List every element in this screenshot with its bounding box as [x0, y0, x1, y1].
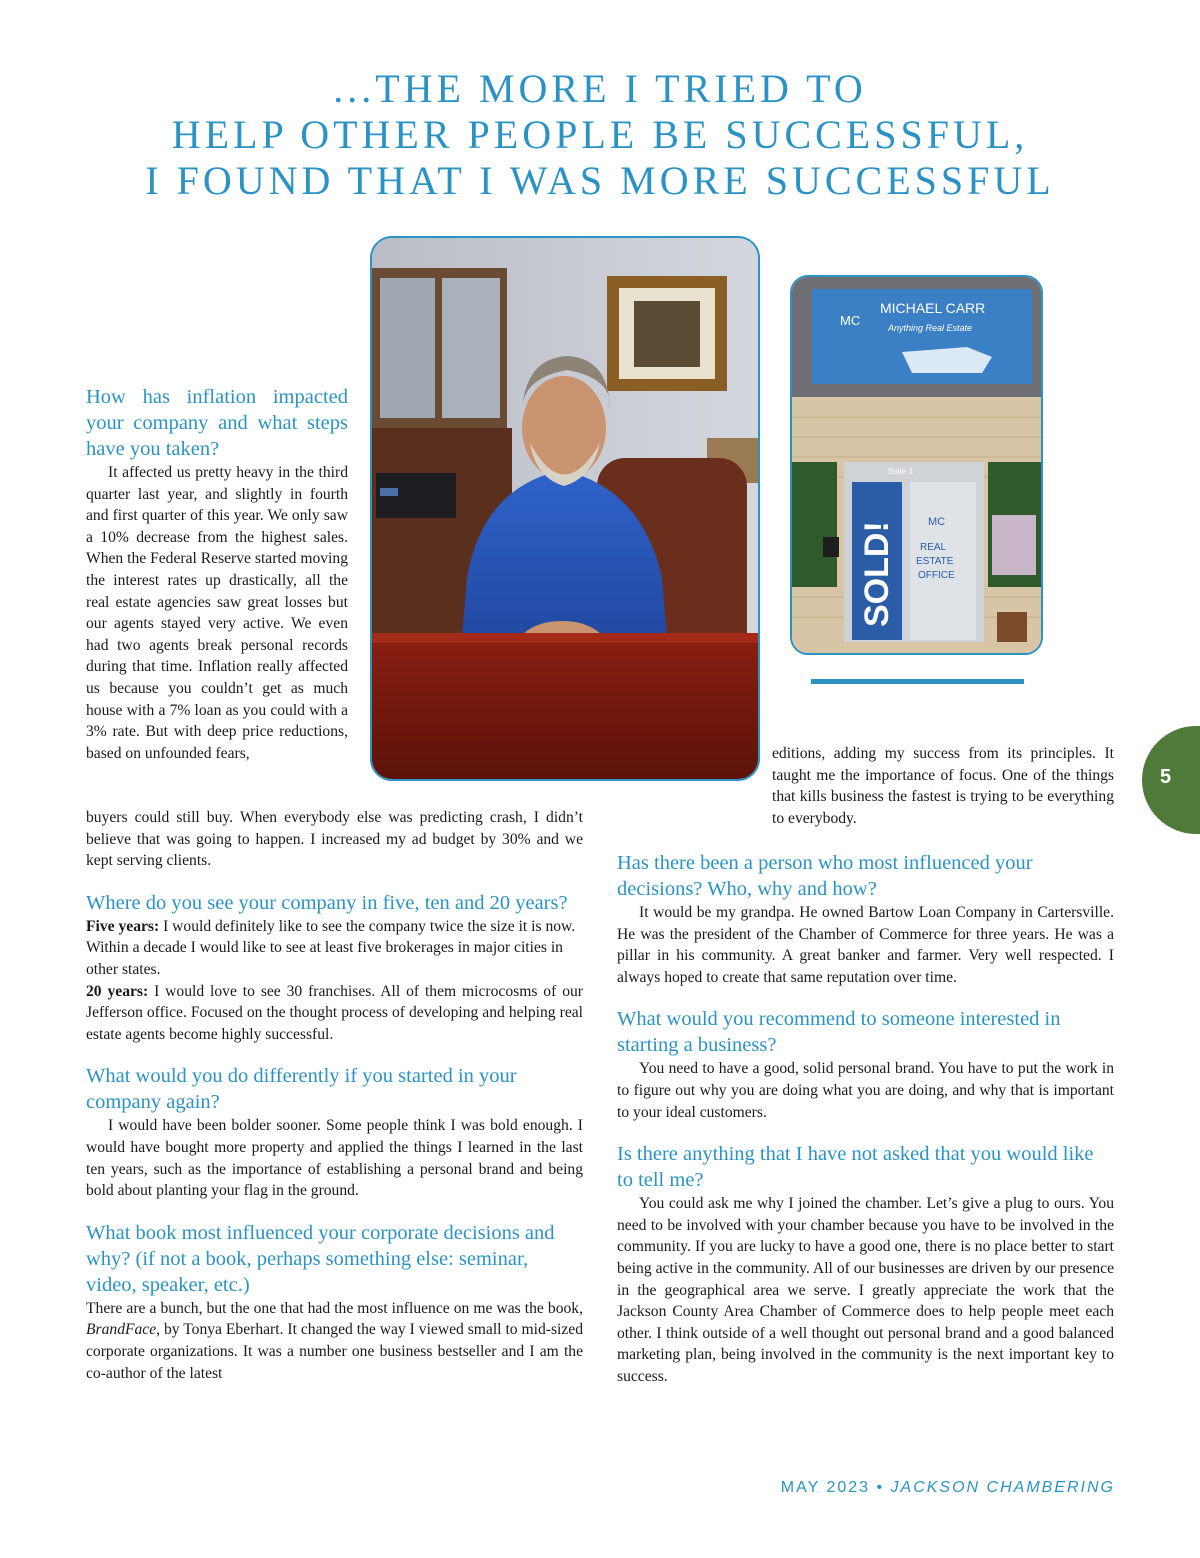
- door-text-3: OFFICE: [918, 570, 955, 581]
- question-anything: Is there anything that I have not asked that you would like to tell me?: [617, 1143, 1094, 1192]
- storefront-photo: [790, 275, 1043, 655]
- twenty-years-text: I would love to see 30 franchises. All of them microcosms of our Jefferson office. Focused on the thought process of developing and helping real estate agents become highly successful.: [86, 982, 583, 1043]
- headline-line-1: ...THE MORE I TRIED TO: [333, 66, 867, 111]
- portrait-photo: [370, 236, 760, 781]
- question-differently: What would you do differently if you started in your company again?: [86, 1065, 517, 1114]
- storefront-illustration: [792, 277, 1043, 655]
- book-continuation: [772, 743, 1114, 829]
- answer-book-pre: There are a bunch, but the one that had the most influence on me was the book,: [86, 1299, 583, 1317]
- answer-five-years: [86, 916, 583, 938]
- footer: [700, 1479, 1115, 1497]
- door-logo: MC: [928, 516, 946, 528]
- inflation-section: [86, 384, 348, 764]
- answer-recommend: You need to have a good, solid personal brand. You have to put the work in to figure out why you are doing what you are doing, and why that is important to your ideal customers.: [617, 1060, 1114, 1121]
- question-person: Has there been a person who most influenced your decisions? Who, why and how?: [617, 852, 1033, 900]
- answer-book-continued: editions, adding my success from its principles. It taught me the importance of focus. One of the things that kills business the fastest is trying to be everything to everybody.: [772, 745, 1114, 827]
- answer-person: It would be my grandpa. He owned Bartow Loan Company in Cartersville. He was the president of the Chamber of Commerce for three years. He was a pillar in his community. A great banker and farmer. Very well respected. I always hoped to create that same reputation over time.: [617, 904, 1114, 986]
- answer-inflation-part-1: It affected us pretty heavy in the third quarter last year, and slightly in fourth and first quarter of this year. We only saw a 10% decrease from the highest sales. When the Federal Reserve started moving the interest rates up drastically, all the real estate agencies saw great losses but our agents stayed very active. We even had two agents break personal records during that time. Inflation really affected us because you couldn’t get as much house with a 7% loan as you could with a 3% rate. But with deep price reductions, based on unfounded fears,: [86, 464, 348, 762]
- portrait-illustration: [372, 238, 760, 781]
- headline-line-2: HELP OTHER PEOPLE BE SUCCESSFUL,: [171, 112, 1029, 157]
- answer-differently: I would have been bolder sooner. Some people think I was bold enough. I would have bought more property and applied the things I learned in the last ten years, such as the importance of establishing a personal brand and being bold about planting your flag in the ground.: [86, 1117, 583, 1200]
- five-years-text: I would definitely like to see the company twice the size it is now.: [159, 917, 576, 935]
- answer-book-post: , by Tonya Eberhart. It changed the way I viewed small to mid-sized corporate organizations. It was a number one business bestseller and I am the co-author of the latest: [86, 1321, 583, 1382]
- twenty-years-label: 20 years:: [86, 982, 149, 1000]
- answer-twenty-years: [86, 981, 583, 1046]
- page-number: 5: [1160, 766, 1172, 788]
- question-inflation: How has inflation impacted your company and what steps have you taken?: [86, 386, 348, 460]
- headline: [0, 66, 1200, 204]
- answer-book: [86, 1298, 583, 1384]
- footer-date: MAY 2023 •: [780, 1479, 885, 1496]
- question-future: Where do you see your company in five, ten and 20 years?: [86, 891, 568, 914]
- answer-ten-years: Within a decade I would like to see at least five brokerages in major cities in other states.: [86, 939, 563, 978]
- sign-tagline: Anything Real Estate: [888, 323, 973, 333]
- sold-sign: SOLD!: [858, 521, 896, 627]
- sign-logo: MC: [840, 313, 861, 328]
- question-recommend: What would you recommend to someone interested in starting a business?: [617, 1008, 1061, 1057]
- right-column: [617, 850, 1114, 1388]
- book-title: BrandFace: [86, 1321, 157, 1339]
- accent-divider: [811, 679, 1024, 684]
- footer-magazine: JACKSON CHAMBERING: [890, 1479, 1115, 1496]
- five-years-label: Five years:: [86, 917, 160, 935]
- question-book: What book most influenced your corporate decisions and why? (if not a book, perhaps something else: seminar, video, speaker, etc.): [86, 1221, 555, 1296]
- left-column: [86, 807, 583, 1384]
- sign-name: MICHAEL CARR: [880, 300, 986, 316]
- answer-inflation-part-2: buyers could still buy. When everybody else was predicting crash, I didn’t believe that was going to happen. I increased my ad budget by 30% and we kept serving clients.: [86, 809, 583, 870]
- answer-anything: You could ask me why I joined the chamber. Let’s give a plug to ours. You need to be involved with your chamber because you have to be involved in the community. If you are lucky to have a good one, there is no place better to start being active in the community. All of our businesses are driven by our presence in the geographical area we serve. I greatly appreciate the work that the Jackson County Area Chamber of Commerce does to help people meet each other. I think outside of a well thought out personal brand and a good balanced marketing plan, being involved in the community is the next important key to success.: [617, 1195, 1114, 1385]
- door-text-2: ESTATE: [916, 556, 954, 567]
- suite-label: Suite 1: [888, 467, 913, 476]
- door-text-1: REAL: [920, 542, 947, 553]
- headline-line-3: I FOUND THAT I WAS MORE SUCCESSFUL: [145, 158, 1055, 203]
